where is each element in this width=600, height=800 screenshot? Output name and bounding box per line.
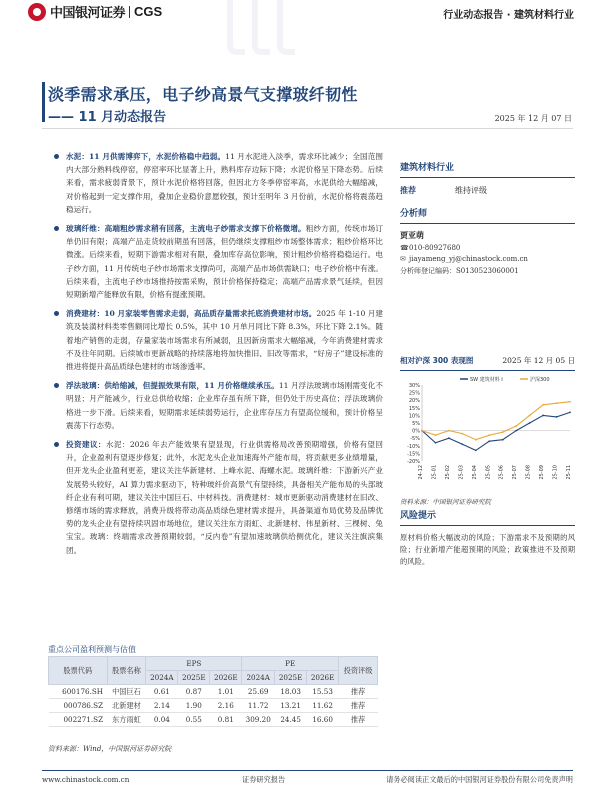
y-tick-label: 0% — [412, 428, 420, 435]
x-tick-label: 25-06 — [498, 465, 505, 480]
risk-title: 风险提示 — [400, 508, 575, 526]
section-body: 11 月浮法玻璃市场刚需变化不明显；月产能减少，行业总供给收缩；企业库存虽有所下降，但仍处于历史高位；浮法玻璃价格进一步下滑。后续来看，短期需求延续弱势运行，企业库存压力有望高位缓和，预计价格呈震荡下行态势。 — [66, 381, 383, 430]
rating-label: 推荐 — [400, 186, 416, 195]
chart-source: 资料来源：中国银河证券研究院 — [400, 498, 491, 506]
doc-type: 行业动态报告 · 建筑材料行业 — [443, 10, 574, 21]
divider — [42, 128, 573, 129]
data-point — [556, 416, 558, 418]
y-tick-label: -15% — [407, 451, 420, 458]
data-point — [515, 425, 517, 427]
data-point — [569, 401, 571, 403]
license-row: 分析师登记编码：S0130523060001 — [400, 267, 519, 275]
data-point — [569, 411, 571, 413]
col-code: 股票代码 — [49, 657, 108, 685]
data-point — [421, 430, 423, 432]
table-row: 600176.SH 中国巨石 0.61 0.87 1.01 25.69 18.03 15.53 推荐 — [49, 685, 378, 699]
section-body: 粗纱方面，传统市场订单仍旧有限；高端产品走货较前期虽有回落，但仍继续支撑粗纱市场整体需求；粗纱价格环比微涨。后续来看，短期下游需求相对有限，叠加库存高位影响，预计粗纱价格将稳稳运行。电子纱方面，11 月传统电子纱市场需求支撑尚可，高端产品市场供需缺口；电子纱价格中有涨。后续来看，主流电子纱市场推持按需采购，预计价格保持稳定；高端产品需求景气延续，但因短期新增产能释放有限，价格有提涨预期。 — [66, 224, 384, 300]
x-tick-label: 25-10 — [552, 465, 559, 480]
y-tick-label: 30% — [408, 383, 420, 389]
logo — [28, 2, 162, 21]
report-body — [48, 150, 383, 563]
table-row: 002271.SZ 东方雨虹 0.04 0.55 0.81 309.20 24.45 16.60 推荐 — [49, 713, 378, 727]
col-year: 2024A — [242, 671, 275, 685]
publish-date: 2025 年 12 月 07 日 — [494, 114, 572, 123]
data-point — [488, 434, 490, 436]
x-tick-label: 25-08 — [525, 465, 532, 480]
col-pe: PE — [242, 657, 339, 671]
section-body: 2025 年 1-10 月建筑及装潢材料类零售额同比增长 0.5%，其中 10 月单月同比下降 8.3%，环比下降 2.1%。随着地产销售的走弱，存量家装市场需求有所减弱，且因新房需求大幅缩减，今年消费建材需求不及往年同期。后续城市更新战略的持续落地将加快推旧、旧改等需求，“好房子”建设标准的推进将提升高品质绿色建材的市场渗透率。 — [66, 309, 383, 372]
analyst-title: 分析师 — [400, 206, 575, 224]
col-name: 股票名称 — [107, 657, 146, 685]
col-year: 2025E — [275, 671, 307, 685]
phone-number: 010-80927680 — [409, 244, 461, 252]
page-subtitle: —— 11 月动态报告 — [48, 110, 167, 125]
footer-center: 证券研究报告 — [242, 775, 286, 784]
risk-text: 原材料价格大幅波动的风险；下游需求不及预期的风险；行业新增产能超预期的风险；政策推进不及预期的风险。 — [400, 533, 575, 566]
section-body: 11 月水泥进入淡季，需求环比减少；全国范围内大部分熟料线停窑，停窑率环比显著上升，熟料库存边际下降；水泥价格呈下降态势。后续来看，需求疲弱背景下，预计水泥价格将回落，但因北方冬季停窑率高，水泥供给大幅缩减，对价格起到一定支撑作用，叠加企业稳价意愿较强，预计至明年 3 月份前，水泥价格将震荡趋稳运行。 — [66, 152, 383, 214]
col-year: 2025E — [178, 671, 210, 685]
col-year: 2026E — [210, 671, 242, 685]
watermark-icon — [225, 0, 315, 56]
data-point — [448, 437, 450, 439]
table-title: 重点公司盈利预测与估值 — [48, 645, 136, 654]
analyst-name: 贾亚萌 — [400, 230, 424, 240]
data-point — [529, 422, 531, 424]
footer-rule — [42, 770, 573, 771]
y-tick-label: 20% — [408, 398, 420, 405]
col-year: 2024A — [146, 671, 178, 685]
data-point — [502, 431, 504, 433]
chart-title: 相对沪深 300 表现图 — [400, 356, 474, 365]
phone-icon: ☎ — [400, 244, 409, 252]
data-point — [515, 430, 517, 432]
data-point — [475, 449, 477, 451]
data-point — [542, 404, 544, 406]
y-tick-label: 10% — [408, 413, 420, 420]
earnings-table — [48, 656, 378, 727]
sidebar — [400, 160, 575, 276]
email-address[interactable]: jiayameng_yj@chinastock.com.cn — [409, 255, 528, 263]
y-tick-label: -10% — [407, 443, 420, 450]
data-point — [556, 402, 558, 404]
rating-row — [400, 185, 575, 196]
col-rating: 投资评级 — [339, 657, 378, 685]
data-point — [435, 442, 437, 444]
section-head: 玻璃纤维：高端粗纱需求稍有回落，主流电子纱需求支撑下价格微增。 — [66, 224, 306, 234]
risk-box — [400, 508, 575, 568]
email-icon: ✉ — [400, 255, 406, 263]
section-float-glass — [48, 379, 383, 432]
series-line — [422, 402, 570, 440]
page-title: 淡季需求承压，电子纱高景气支撑玻纤韧性 — [48, 85, 358, 104]
section-head: 消费建材：10 月家装零售需求走弱，高品质存量需求托底消费建材市场。 — [66, 309, 317, 319]
y-tick-label: 25% — [408, 390, 420, 397]
y-tick-label: 15% — [408, 405, 420, 412]
page-header — [0, 0, 600, 22]
table-row: 000786.SZ 北新建材 2.14 1.90 2.16 11.72 13.21 11.62 推荐 — [49, 699, 378, 713]
data-point — [461, 433, 463, 435]
x-tick-label: 25-03 — [458, 465, 465, 480]
chart-date: 2025 年 12 月 05 日 — [502, 356, 575, 365]
brand-en: CGS — [134, 4, 163, 19]
relative-performance-chart — [400, 355, 575, 506]
phone-row — [400, 244, 575, 252]
section-consumer-materials — [48, 307, 383, 373]
x-tick-label: 25-09 — [539, 465, 546, 480]
rating-value: 维持评级 — [455, 186, 487, 195]
x-tick-label: 25-07 — [512, 465, 519, 480]
email-row — [400, 255, 575, 263]
data-point — [488, 440, 490, 442]
x-tick-label: 25-05 — [485, 465, 492, 480]
x-tick-label: 25-02 — [444, 465, 451, 480]
col-eps: EPS — [146, 657, 242, 671]
data-point — [529, 415, 531, 417]
x-tick-label: 24-12 — [418, 465, 424, 480]
section-head: 水泥：11 月供需博弈下，水泥价格稳中趋弱。 — [66, 152, 226, 161]
x-tick-label: 25-01 — [431, 465, 438, 480]
section-investment-advice — [48, 438, 383, 557]
data-point — [475, 439, 477, 441]
data-point — [435, 434, 437, 436]
section-cement — [48, 150, 383, 216]
brand-cn: 中国银河证券 — [50, 6, 126, 21]
data-point — [542, 415, 544, 417]
legend-label: 沪深300 — [530, 377, 550, 383]
x-tick-label: 25-11 — [566, 465, 572, 480]
y-tick-label: -5% — [410, 436, 420, 443]
footer-disclaimer: 请务必阅读正文最后的中国银河证券股份有限公司免责声明 — [386, 775, 573, 784]
chart-canvas — [400, 371, 575, 489]
section-head: 浮法玻璃：供给缩减，但提振效果有限，11 月价格继续承压。 — [66, 381, 279, 391]
title-accent-bar — [42, 82, 45, 122]
section-glass-fiber — [48, 222, 383, 301]
logo-icon — [28, 3, 46, 21]
x-tick-label: 25-04 — [471, 465, 478, 480]
data-point — [502, 439, 504, 441]
industry-title: 建筑材料行业 — [400, 160, 575, 178]
section-body: 水泥：2026 年去产能效果有望显现，行业供需格局改善预期增强，价格有望回升，企业盈利有望逐步修复；此外，水泥龙头企业加速海外产能布局，将贡献更多业绩增量，但开龙头企业盈利更差，建议关注华新建材、上峰水泥、海螺水泥。玻璃纤维：下游新兴产业发展势头较好，AI 算力需求驱动下，特种玻纤价高景气有望持续，具备相关产能布局的头部玻纤企业有利可期，建议关注中国巨石、中材科技。消费建材：城市更新驱动消费建材在旧改、修缮市场的需求释放，消费升级将带动高品质绿色建材需求提升，具备渠道布局优势及品牌优势的龙头企业有望持续巩固市场地位，建议关注东方雨虹、北新建材、伟星新材、三棵树、兔宝宝。玻璃：终端需求改善预期较弱，“反内卷”有望加速玻璃供给侧优化，建议关注旗滨集团。 — [66, 440, 383, 555]
legend-label: SW 建筑材料 I — [470, 377, 503, 383]
section-head: 投资建议： — [66, 440, 106, 450]
data-point — [461, 443, 463, 445]
series-line — [422, 412, 570, 450]
footer-site[interactable]: www.chinastock.com.cn — [42, 775, 130, 784]
col-year: 2026E — [307, 671, 339, 685]
y-tick-label: 5% — [412, 421, 420, 427]
table-source: 资料来源：Wind，中国银河证券研究院 — [48, 745, 172, 753]
y-tick-label: -20% — [407, 459, 420, 465]
data-point — [448, 430, 450, 432]
